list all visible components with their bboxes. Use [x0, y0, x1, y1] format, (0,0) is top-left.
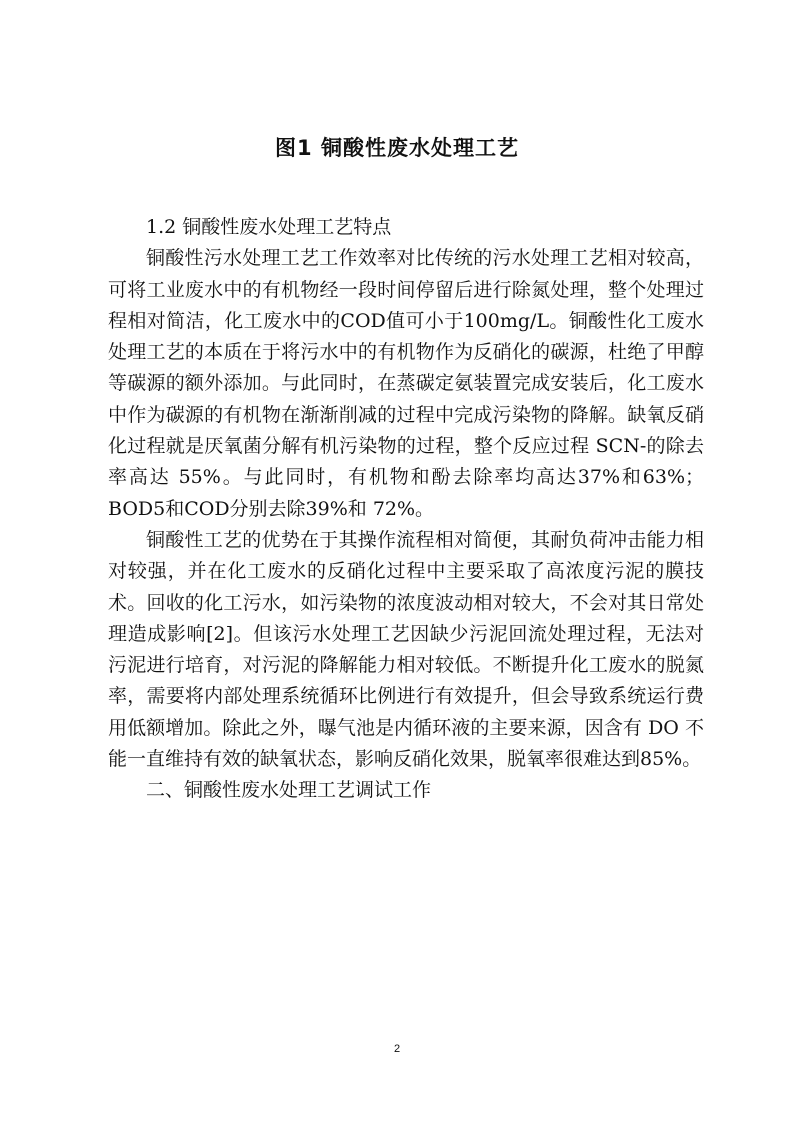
- body-text: [108, 212, 704, 807]
- section-heading-2: 二、铜酸性废水处理工艺调试工作: [146, 779, 432, 802]
- paragraph-2: 铜酸性工艺的优势在于其操作流程相对简便，其耐负荷冲击能力相对较强，并在化工废水的反硝化过程中主要采取了高浓度污泥的膜技术。回收的化工污水，如污染物的浓度波动相对较大，不会对其日常处理造成影响[2]。但该污水处理工艺因缺少污泥回流处理过程，无法对污泥进行培育，对污泥的降解能力相对较低。不断提升化工废水的脱氮率，需要将内部处理系统循环比例进行有效提升，但会导致系统运行费用低额增加。除此之外，曝气池是内循环液的主要来源，因含有 DO 不能一直维持有效的缺氧状态，影响反硝化效果，脱氧率很难达到85%。: [108, 528, 704, 771]
- paragraph-1: 铜酸性污水处理工艺工作效率对比传统的污水处理工艺相对较高，可将工业废水中的有机物经一段时间停留后进行除氮处理，整个处理过程相对简洁，化工废水中的COD值可小于100mg/L。铜酸性化工废水处理工艺的本质在于将污水中的有机物作为反硝化的碳源，杜绝了甲醇等碳源的额外添加。与此同时，在蒸碳定氨装置完成安装后，化工废水中作为碳源的有机物在渐渐削减的过程中完成污染物的降解。缺氧反硝化过程就是厌氧菌分解有机污染物的过程，整个反应过程 SCN-的除去率高达 55%。与此同时，有机物和酚去除率均高达37%和63%；BOD5和COD分别去除39%和 72%。: [108, 247, 704, 520]
- page-number: 2: [393, 1043, 401, 1055]
- section-heading-1-2: 1.2 铜酸性废水处理工艺特点: [146, 216, 392, 238]
- figure-caption: 图1 铜酸性废水处理工艺: [275, 136, 519, 160]
